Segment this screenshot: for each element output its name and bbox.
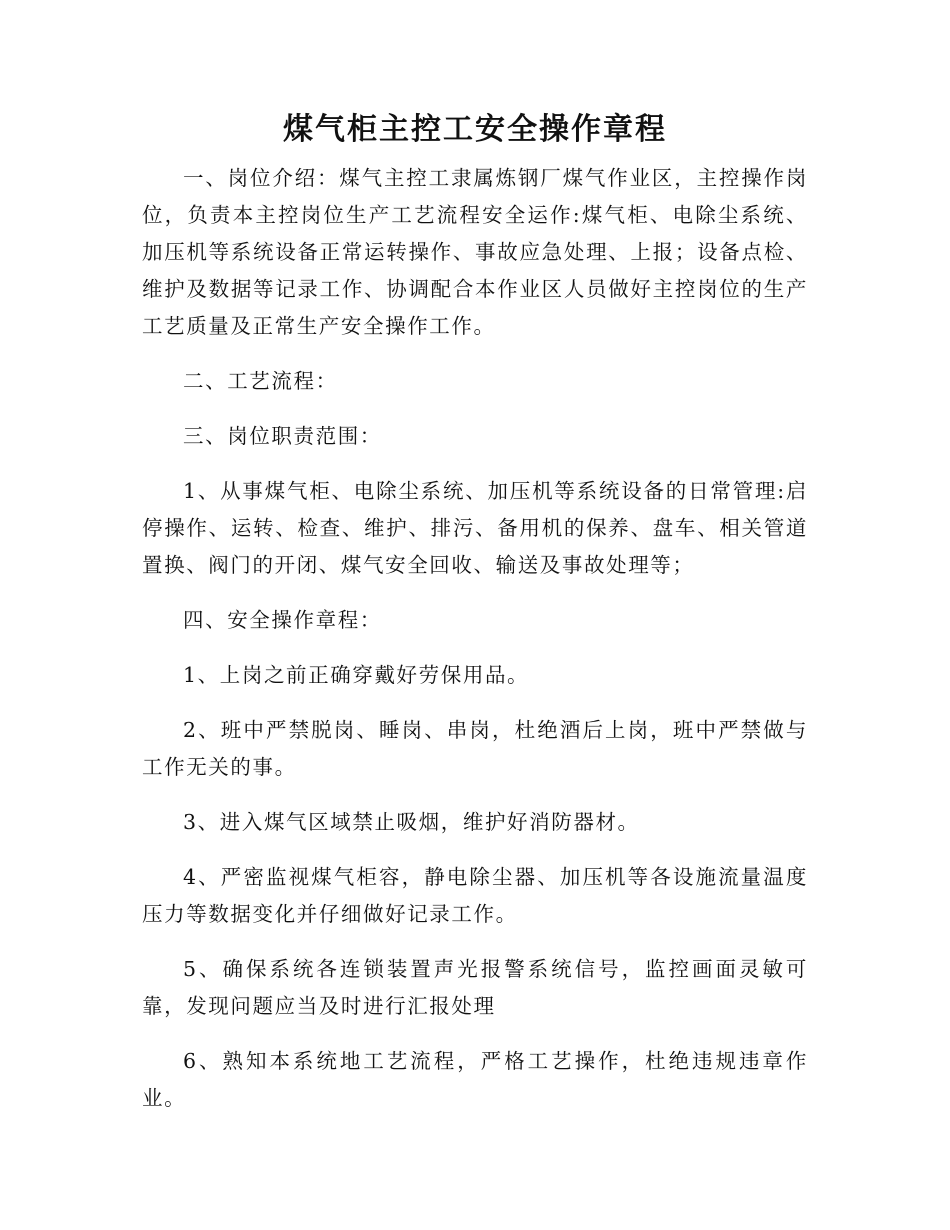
paragraph-job-intro: 一、岗位介绍：煤气主控工隶属炼钢厂煤气作业区，主控操作岗位，负责本主控岗位生产工艺流程安全运作:煤气柜、电除尘系统、加压机等系统设备正常运转操作、事故应急处理、上报；设备点检、维护及数据等记录工作、协调配合本作业区人员做好主控岗位的生产工艺质量及正常生产安全操作工作。 — [142, 166, 808, 338]
paragraph-process-heading: 二、工艺流程： — [183, 369, 338, 393]
paragraph-safety-3: 3、进入煤气区域禁止吸烟，维护好消防器材。 — [183, 810, 640, 834]
paragraph-safety-2: 2、班中严禁脱岗、睡岗、串岗，杜绝酒后上岗，班中严禁做与工作无关的事。 — [142, 718, 808, 779]
document-title: 煤气柜主控工安全操作章程 — [283, 112, 667, 147]
paragraph-safety-5: 5、确保系统各连锁装置声光报警系统信号，监控画面灵敏可靠，发现问题应当及时进行汇报处理 — [142, 957, 808, 1018]
paragraph-safety-heading: 四、安全操作章程： — [183, 608, 382, 632]
paragraph-duty-1: 1、从事煤气柜、电除尘系统、加压机等系统设备的日常管理:启停操作、运转、检查、维护、排污、备用机的保养、盘车、相关管道置换、阀门的开闭、煤气安全回收、输送及事故处理等； — [142, 479, 808, 577]
paragraph-safety-1: 1、上岗之前正确穿戴好劳保用品。 — [183, 663, 530, 687]
paragraph-safety-6: 6、熟知本系统地工艺流程，严格工艺操作，杜绝违规违章作业。 — [142, 1049, 808, 1110]
paragraph-duties-heading: 三、岗位职责范围： — [183, 424, 382, 448]
paragraph-safety-4: 4、严密监视煤气柜容，静电除尘器、加压机等各设施流量温度压力等数据变化并仔细做好记录工作。 — [142, 865, 808, 926]
